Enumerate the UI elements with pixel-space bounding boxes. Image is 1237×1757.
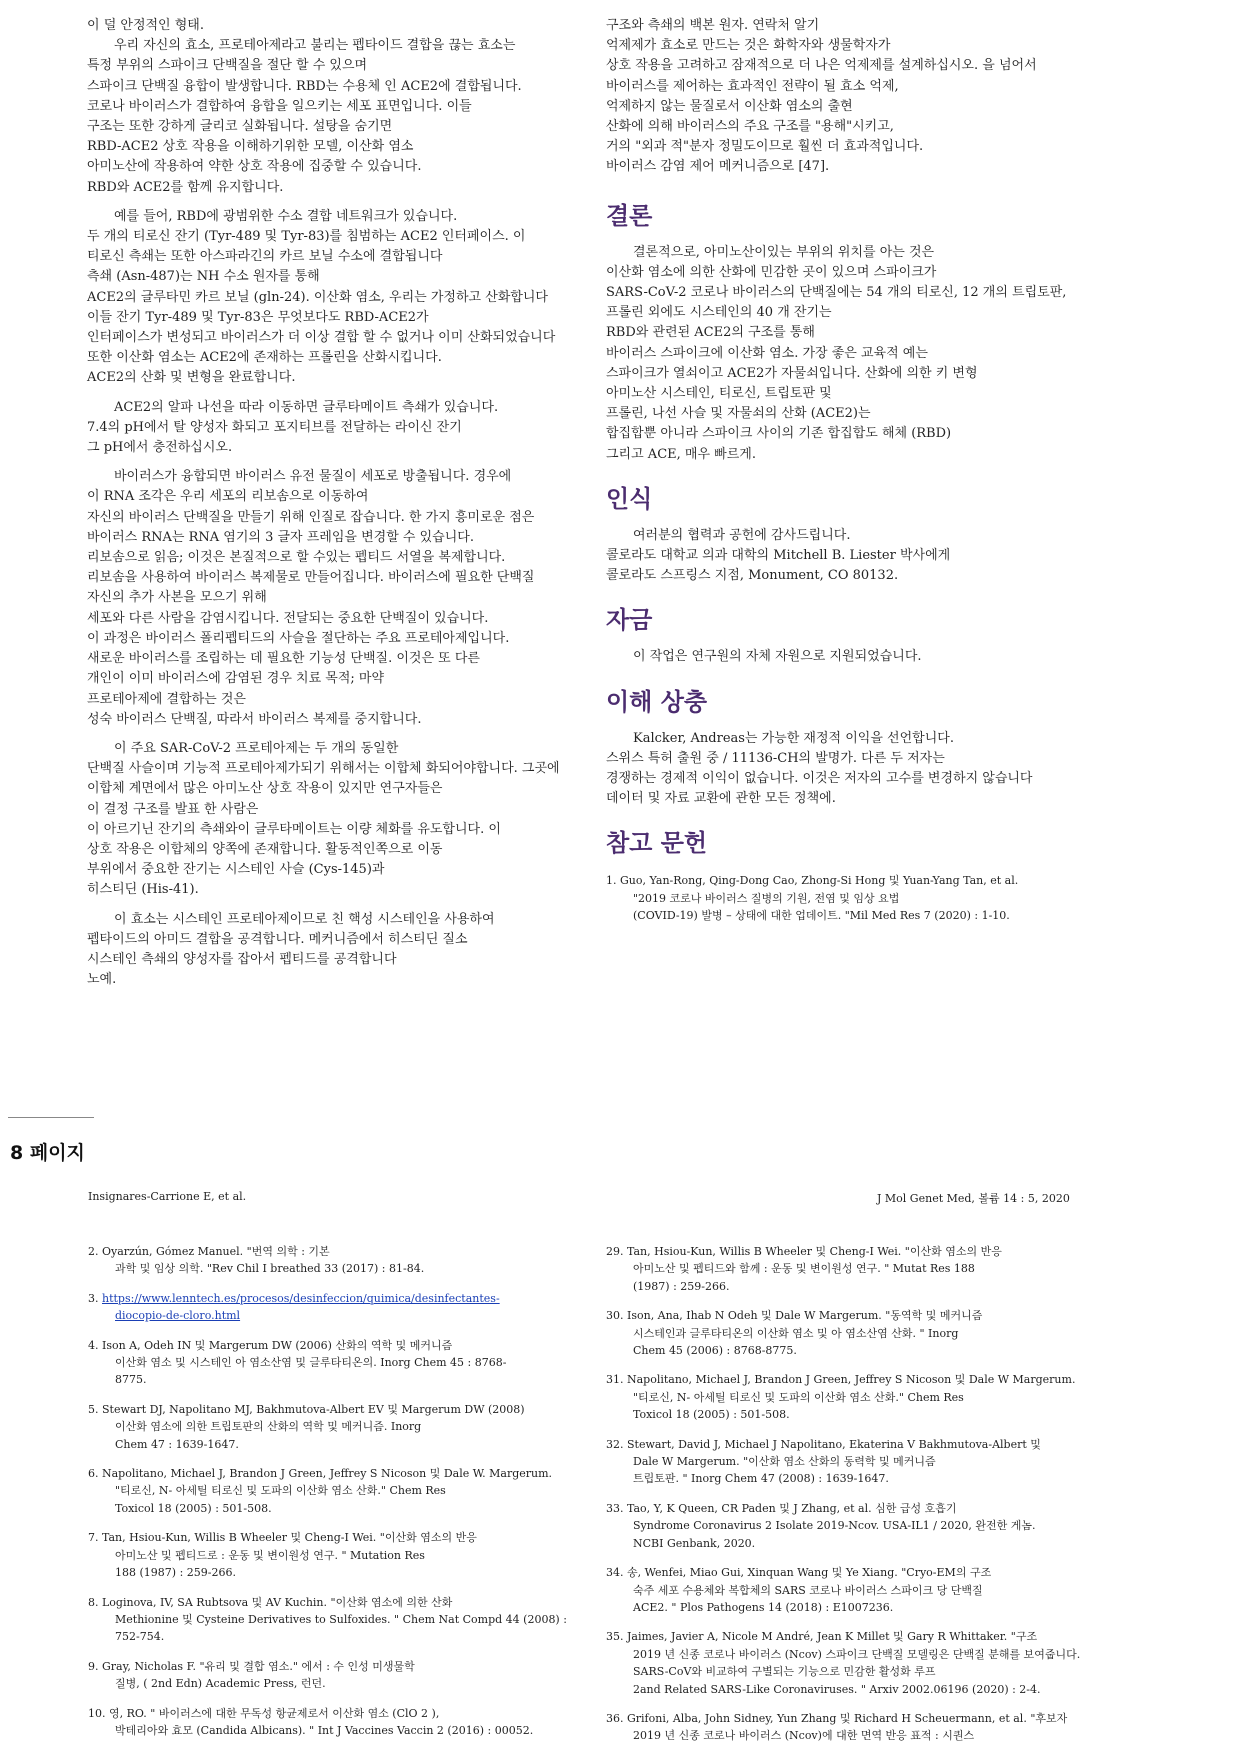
- reference-line: 박테리아와 효모 (Candida Albicans). " Int J Vaccines Vaccin 2 (2016) : 00052.: [115, 1723, 534, 1737]
- reference-line: 이산화 염소 및 시스테인 아 염소산염 및 글루타티온의. Inorg Chem 45 : 8768-: [115, 1356, 507, 1370]
- text-line: 합집합뿐 아니라 스파이크 사이의 기존 합집합도 해체 (RBD): [606, 426, 952, 442]
- text-line: 경쟁하는 경제적 이익이 없습니다. 이것은 저자의 고수를 변경하지 않습니다: [606, 771, 1033, 787]
- reference-entry: [606, 1628, 1206, 1698]
- reference-entry: [606, 1307, 1206, 1359]
- page-label: 8 페이지: [10, 1142, 85, 1164]
- reference-line: Dale W Margerum. "이산화 염소 산화의 동력학 및 메커니즘: [633, 1455, 936, 1469]
- text-line: 그리고 ACE, 매우 빠르게.: [606, 446, 756, 462]
- reference-line: 1. Guo, Yan-Rong, Qing-Dong Cao, Zhong-Si Hong 및 Yuan-Yang Tan, et al.: [606, 874, 1019, 888]
- reference-line: 30. Ison, Ana, Ihab N Odeh 및 Dale W Margerum. "동역학 및 메커니즘: [606, 1309, 983, 1323]
- text-line: 상호 작용을 고려하고 잠재적으로 더 나은 억제제를 설계하십시오. 을 넘어서: [606, 58, 1037, 74]
- text-line: 성숙 바이러스 단백질, 따라서 바이러스 복제를 중지합니다.: [87, 711, 422, 727]
- reference-line: 2. Oyarzún, Gómez Manuel. "번역 의학 : 기본: [88, 1245, 330, 1258]
- reference-line: 8775.: [115, 1373, 147, 1387]
- reference-entry: [88, 1705, 608, 1740]
- text-line: 특정 부위의 스파이크 단백질을 절단 할 수 있으며: [87, 58, 368, 74]
- text-line: 이 작업은 연구원의 자체 자원으로 지원되었습니다.: [633, 649, 922, 665]
- reference-line: Chem 45 (2006) : 8768-8775.: [633, 1344, 797, 1358]
- text-line: 리보솜을 사용하여 바이러스 복제물로 만들어집니다. 바이러스에 필요한 단백질: [87, 570, 535, 586]
- text-line: 새로운 바이러스를 조립하는 데 필요한 기능성 단백질. 이것은 또 다른: [87, 651, 480, 667]
- text-line: 예를 들어, RBD에 광범위한 수소 결합 네트워크가 있습니다.: [114, 208, 458, 224]
- text-line: 개인이 이미 바이러스에 감염된 경우 치료 목적; 마약: [87, 671, 385, 687]
- text-line: 콜로라도 대학교 의과 대학의 Mitchell B. Liester 박사에게: [606, 548, 951, 564]
- text-line: 스파이크 단백질 융합이 발생합니다. RBD는 수용체 인 ACE2에 결합됩니다.: [87, 78, 522, 94]
- reference-line: Toxicol 18 (2005) : 501-508.: [115, 1501, 272, 1515]
- reference-line: 188 (1987) : 259-266.: [115, 1566, 236, 1580]
- references-heading: 참고 문헌: [606, 829, 708, 858]
- text-line: 우리 자신의 효소, 프로테아제라고 불리는 펩타이드 결합을 끊는 효소는: [114, 38, 516, 54]
- text-line: 리보솜으로 읽음; 이것은 본질적으로 할 수있는 펩티드 서열을 복제합니다.: [87, 550, 506, 566]
- conflict-heading: 이해 상충: [606, 687, 708, 716]
- reference-link[interactable]: https://www.lenntech.es/procesos/desinfeccion/quimica/desinfectantes-: [102, 1291, 500, 1305]
- text-line: 아미노산에 작용하여 약한 상호 작용에 집중할 수 있습니다.: [87, 159, 422, 175]
- text-line: 이산화 염소에 의한 산화에 민감한 곳이 있으며 스파이크가: [606, 264, 937, 280]
- reference-line: Toxicol 18 (2005) : 501-508.: [633, 1408, 790, 1422]
- body-paragraph: [87, 16, 607, 198]
- references-right-column: [606, 1243, 1206, 1757]
- text-line: 펩타이드의 아미드 결합을 공격합니다. 메커니즘에서 히스티딘 질소: [87, 931, 468, 947]
- reference-entry: [88, 1243, 608, 1278]
- text-line: 7.4의 pH에서 탈 양성자 화되고 포지티브를 전달하는 라이신 잔기: [87, 419, 462, 435]
- text-line: 억제제가 효소로 만드는 것은 화학자와 생물학자가: [606, 38, 891, 54]
- reference-line: "2019 코로나 바이러스 질병의 기원, 전염 및 임상 요법: [633, 891, 900, 905]
- text-line: RBD-ACE2 상호 작용을 이해하기위한 모델, 이산화 염소: [87, 139, 414, 155]
- text-line: Kalcker, Andreas는 가능한 재정적 이익을 선언합니다.: [633, 730, 954, 746]
- reference-entry: [606, 1500, 1206, 1552]
- text-line: 코로나 바이러스가 결합하여 융합을 일으키는 세포 표면입니다. 이들: [87, 98, 472, 114]
- reference-line: 3. https://www.lenntech.es/procesos/desinfeccion/quimica/desinfectantes-: [88, 1291, 500, 1305]
- conflict-body: [606, 729, 1146, 810]
- reference-entry: [88, 1401, 608, 1453]
- conclusion-body: [606, 243, 1146, 465]
- reference-line: 과학 및 임상 의학. "Rev Chil I breathed 33 (2017) : 81-84.: [115, 1262, 425, 1276]
- reference-line: Chem 47 : 1639-1647.: [115, 1437, 239, 1451]
- text-line: RBD와 관련된 ACE2의 구조를 통해: [606, 325, 815, 341]
- text-line: 또한 이산화 염소는 ACE2에 존재하는 프롤린을 산화시킵니다.: [87, 350, 442, 366]
- text-line: 거의 "외과 적"분자 정밀도이므로 훨씬 더 효과적입니다.: [606, 139, 924, 155]
- reference-line: 이산화 염소에 의한 트립토판의 산화의 역학 및 메커니즘. Inorg: [115, 1420, 422, 1434]
- reference-line: 33. Tao, Y, K Queen, CR Paden 및 J Zhang, et al. 심한 급성 호흡기: [606, 1501, 957, 1515]
- reference-line: 트립토판. " Inorg Chem 47 (2008) : 1639-1647.: [633, 1472, 889, 1486]
- body-paragraph: [87, 739, 607, 901]
- text-line: 이 결정 구조를 발표 한 사람은: [87, 801, 259, 817]
- reference-entry: [88, 1337, 608, 1389]
- text-line: 바이러스가 융합되면 바이러스 유전 물질이 세포로 방출됩니다. 경우에: [114, 469, 512, 485]
- text-line: 결론적으로, 아미노산이있는 부위의 위치를 아는 것은: [633, 244, 935, 260]
- text-line: 노예.: [87, 972, 117, 988]
- reference-line: 2019 년 신종 코로나 바이러스 (Ncov)에 대한 면역 반응 표적 : 시퀀스: [633, 1729, 975, 1743]
- reference-line: (COVID-19) 발병 – 상태에 대한 업데이트. "Mil Med Res 7 (2020) : 1-10.: [633, 909, 1010, 923]
- reference-entry: [606, 1564, 1206, 1616]
- body-paragraph: [87, 207, 607, 389]
- text-line: SARS-CoV-2 코로나 바이러스의 단백질에는 54 개의 티로신, 12 개의 트립토판,: [606, 285, 1067, 301]
- body-paragraph: [606, 16, 1146, 178]
- reference-link[interactable]: diocopio-de-cloro.html: [115, 1309, 241, 1323]
- reference-line: 질병, ( 2nd Edn) Academic Press, 런던.: [115, 1677, 326, 1691]
- text-line: 히스티딘 (His-41).: [87, 882, 199, 898]
- text-line: 콜로라도 스프링스 지점, Monument, CO 80132.: [606, 568, 899, 584]
- text-line: 이들 잔기 Tyr-489 및 Tyr-83은 무엇보다도 RBD-ACE2가: [87, 309, 429, 325]
- text-line: 바이러스 감염 제어 메커니즘으로 [47].: [606, 159, 830, 175]
- reference-line: 31. Napolitano, Michael J, Brandon J Green, Jeffrey S Nicoson 및 Dale W Margerum.: [606, 1373, 1076, 1387]
- text-line: 단백질 사슬이며 기능적 프로테아제가되기 위해서는 이합체 화되어야합니다. 그곳에: [87, 761, 560, 777]
- body-paragraph: [87, 467, 607, 730]
- reference-entry: [88, 1465, 608, 1517]
- text-line: 자신의 추가 사본을 모으기 위해: [87, 590, 267, 606]
- reference-line: 752-754.: [115, 1630, 165, 1644]
- text-line: 상호 작용은 이합체의 양쪽에 존재합니다. 활동적인쪽으로 이동: [87, 841, 443, 857]
- reference-entry: [606, 1243, 1206, 1295]
- reference-line: 34. 송, Wenfei, Miao Gui, Xinquan Wang 및 Ye Xiang. "Cryo-EM의 구조: [606, 1566, 992, 1580]
- text-line: ACE2의 알파 나선을 따라 이동하면 글루타메이트 측쇄가 있습니다.: [114, 399, 499, 415]
- reference-entry: [88, 1529, 608, 1581]
- text-line: 이 아르기닌 잔기의 측쇄와이 글루타메이트는 이량 체화를 유도합니다. 이: [87, 821, 501, 837]
- left-text-column: [87, 16, 607, 999]
- right-text-column: [606, 16, 1146, 925]
- reference-line: 32. Stewart, David J, Michael J Napolitano, Ekaterina V Bakhmutova-Albert 및: [606, 1437, 1041, 1451]
- text-line: 이 주요 SAR-CoV-2 프로테아제는 두 개의 동일한: [114, 740, 399, 756]
- text-line: 스파이크가 열쇠이고 ACE2가 자물쇠입니다. 산화에 의한 키 변형: [606, 365, 978, 381]
- text-line: 바이러스 RNA는 RNA 염기의 3 글자 프레임을 변경할 수 있습니다.: [87, 529, 474, 545]
- text-line: 시스테인 측쇄의 양성자를 잡아서 펩티드를 공격합니다: [87, 951, 397, 967]
- text-line: RBD와 ACE2를 함께 유지합니다.: [87, 179, 284, 195]
- reference-line: 35. Jaimes, Javier A, Nicole M André, Jean K Millet 및 Gary R Whittaker. "구조: [606, 1630, 1038, 1644]
- reference-line: 36. Grifoni, Alba, John Sidney, Yun Zhang 및 Richard H Scheuermann, et al. "후보자: [606, 1711, 1068, 1725]
- text-line: 바이러스 스파이크에 이산화 염소. 가장 좋은 교육적 예는: [606, 345, 928, 361]
- page-divider: [8, 1117, 94, 1118]
- text-line: 이 덜 안정적인 형태.: [87, 18, 204, 33]
- reference-line: "티로신, N- 아세틸 티로신 및 도파의 이산화 염소 산화." Chem Res: [115, 1484, 446, 1498]
- funding-heading: 자금: [606, 606, 653, 635]
- text-line: 그 pH에서 충전하십시오.: [87, 440, 233, 456]
- reference-line: 10. 영, RO. " 바이러스에 대한 무독성 항균제로서 이산화 염소 (ClO 2 ),: [88, 1706, 440, 1720]
- reference-line: 숙주 세포 수용체와 복합체의 SARS 코로나 바이러스 스파이크 당 단백질: [633, 1583, 983, 1597]
- text-line: 이합체 계면에서 많은 아미노산 상호 작용이 있지만 연구자들은: [87, 781, 443, 797]
- text-line: 아미노산 시스테인, 티로신, 트립토판 및: [606, 386, 832, 402]
- reference-line: [88, 1307, 608, 1324]
- reference-line: 아미노산 및 펩티드로 : 운동 및 변이원성 연구. " Mutation Res: [115, 1548, 425, 1562]
- reference-line: "티로신, N- 아세틸 티로신 및 도파의 이산화 염소 산화." Chem Res: [633, 1390, 964, 1404]
- body-paragraph: [87, 910, 607, 991]
- reference-line: 아미노산 및 펩티드와 함께 : 운동 및 변이원성 연구. " Mutat Res 188: [633, 1262, 975, 1276]
- conclusion-heading: 결론: [606, 201, 653, 230]
- acknowledgment-heading: 인식: [606, 484, 653, 513]
- text-line: 자신의 바이러스 단백질을 만들기 위해 인질로 잡습니다. 한 가지 흥미로운 점은: [87, 509, 535, 525]
- text-line: 구조와 측쇄의 백본 원자. 연락처 알기: [606, 18, 820, 33]
- text-line: 티로신 측쇄는 또한 아스파라긴의 카르 보닐 수소에 결합됩니다: [87, 249, 443, 265]
- text-line: 측쇄 (Asn-487)는 NH 수소 원자를 통해: [87, 269, 320, 285]
- reference-line: 2019 년 신종 코로나 바이러스 (Ncov) 스파이크 단백질 모델링은 단백질 분해를 보여줍니다.: [633, 1647, 1081, 1661]
- text-line: 두 개의 티로신 잔기 (Tyr-489 및 Tyr-83)를 침범하는 ACE2 인터페이스. 이: [87, 229, 526, 245]
- funding-body: [606, 647, 1146, 667]
- text-line: 이 과정은 바이러스 폴리펩티드의 사슬을 절단하는 주요 프로테아제입니다.: [87, 630, 510, 646]
- reference-entry: [88, 1290, 608, 1325]
- reference-line: 6. Napolitano, Michael J, Brandon J Green, Jeffrey S Nicoson 및 Dale W. Margerum.: [88, 1467, 553, 1481]
- text-line: 이 효소는 시스테인 프로테아제이므로 친 핵성 시스테인을 사용하여: [114, 911, 495, 927]
- text-line: 여러분의 협력과 공헌에 감사드립니다.: [633, 527, 851, 543]
- reference-entry: [606, 1371, 1206, 1423]
- text-line: 프롤린, 나선 사슬 및 자물쇠의 산화 (ACE2)는: [606, 406, 871, 422]
- text-line: 산화에 의해 바이러스의 주요 구조를 "용해"시키고,: [606, 119, 894, 135]
- reference-line: 시스테인과 글루타티온의 이산화 염소 및 아 염소산염 산화. " Inorg: [633, 1326, 959, 1340]
- reference-line: SARS-CoV와 비교하여 구별되는 기능으로 민감한 활성화 루프: [633, 1665, 936, 1679]
- reference-line: 2and Related SARS-Like Coronaviruses. " Arxiv 2002.06196 (2020) : 2-4.: [633, 1682, 1041, 1696]
- reference-line: Methionine 및 Cysteine Derivatives to Sulfoxides. " Chem Nat Compd 44 (2008) :: [115, 1612, 567, 1626]
- reference-entry: [606, 872, 1146, 924]
- reference-line: 4. Ison A, Odeh IN 및 Margerum DW (2006) 산화의 역학 및 메커니즘: [88, 1338, 453, 1352]
- reference-line: 9. Gray, Nicholas F. "유리 및 결합 염소." 에서 : 수 인성 미생물학: [88, 1659, 415, 1673]
- reference-line: 8. Loginova, IV, SA Rubtsova 및 AV Kuchin. "이산화 염소에 의한 산화: [88, 1595, 453, 1609]
- text-line: ACE2의 글루타민 카르 보닐 (gln-24). 이산화 염소, 우리는 가정하고 산화합니다: [87, 289, 548, 305]
- reference-line: ACE2. " Plos Pathogens 14 (2018) : E1007236.: [633, 1600, 894, 1614]
- reference-line: 29. Tan, Hsiou-Kun, Willis B Wheeler 및 Cheng-I Wei. "이산화 염소의 반응: [606, 1245, 1002, 1258]
- reference-line: NCBI Genbank, 2020.: [633, 1536, 756, 1550]
- body-paragraph: [87, 398, 607, 459]
- references-left-column: [88, 1243, 608, 1751]
- acknowledgment-body: [606, 526, 1146, 587]
- reference-entry: [606, 1436, 1206, 1488]
- text-line: 프로테아제에 결합하는 것은: [87, 691, 246, 707]
- text-line: ACE2의 산화 및 변형을 완료합니다.: [87, 370, 296, 386]
- reference-entry: [88, 1594, 608, 1646]
- reference-entry: [606, 1710, 1206, 1745]
- text-line: 억제하지 않는 물질로서 이산화 염소의 출현: [606, 98, 853, 114]
- text-line: 데이터 및 자료 교환에 관한 모든 정책에.: [606, 791, 836, 807]
- reference-line: (1987) : 259-266.: [633, 1279, 730, 1293]
- text-line: 부위에서 중요한 잔기는 시스테인 사슬 (Cys-145)과: [87, 862, 385, 878]
- reference-line: Syndrome Coronavirus 2 Isolate 2019-Ncov. USA-IL1 / 2020, 완전한 게놈.: [633, 1519, 1036, 1533]
- running-header-journal: J Mol Genet Med, 볼륨 14 : 5, 2020: [877, 1192, 1070, 1205]
- text-line: 프롤린 외에도 시스테인의 40 개 잔기는: [606, 305, 832, 321]
- reference-line: 7. Tan, Hsiou-Kun, Willis B Wheeler 및 Cheng-I Wei. "이산화 염소의 반응: [88, 1531, 477, 1545]
- text-line: 인터페이스가 변성되고 바이러스가 더 이상 결합 할 수 없거나 이미 산화되었습니다: [87, 330, 556, 346]
- text-line: 구조는 또한 강하게 글리코 실화됩니다. 설탕을 숨기면: [87, 119, 393, 135]
- text-line: 세포와 다른 사람을 감염시킵니다. 전달되는 중요한 단백질이 있습니다.: [87, 610, 489, 626]
- running-header-authors: Insignares-Carrione E, et al.: [88, 1190, 247, 1203]
- text-line: 바이러스를 제어하는 효과적인 전략이 될 효소 억제,: [606, 78, 899, 94]
- text-line: 이 RNA 조각은 우리 세포의 리보솜으로 이동하여: [87, 489, 369, 505]
- text-line: 스위스 특허 출원 중 / 11136-CH의 발명가. 다른 두 저자는: [606, 750, 945, 766]
- reference-entry: [88, 1658, 608, 1693]
- reference-line: 5. Stewart DJ, Napolitano MJ, Bakhmutova-Albert EV 및 Margerum DW (2008): [88, 1402, 525, 1416]
